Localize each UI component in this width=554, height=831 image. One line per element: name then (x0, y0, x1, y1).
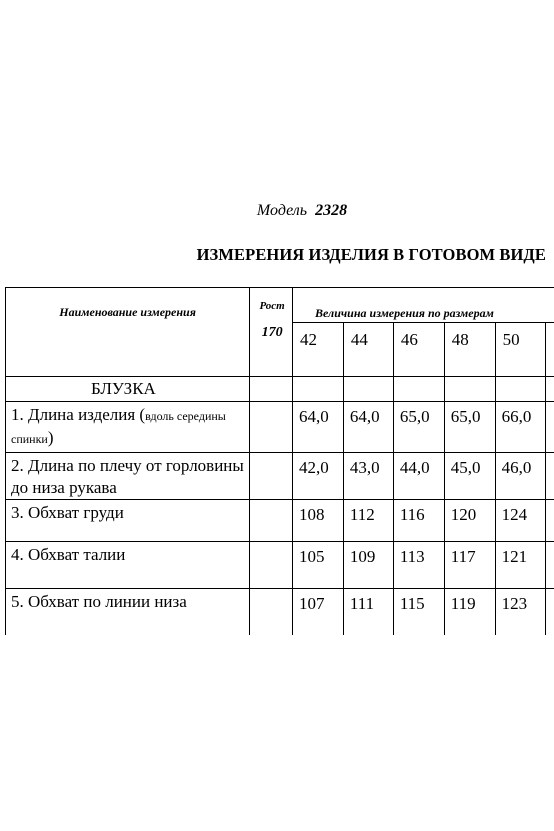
height-cell (250, 500, 293, 542)
empty-cell (444, 377, 495, 402)
height-cell (250, 453, 293, 500)
measurements-table (5, 287, 554, 635)
value-cell: 107 (293, 589, 344, 635)
value-cell: 111 (343, 589, 393, 635)
value-cell-partial (546, 589, 554, 635)
table-row (6, 453, 554, 500)
measurement-name: 3. Обхват груди (6, 500, 250, 542)
size-header: 50 (495, 323, 546, 377)
value-cell: 119 (444, 589, 495, 635)
size-range-header: Величина измерения по размерам (293, 288, 554, 323)
height-label: Рост (259, 300, 285, 312)
value-cell: 105 (293, 542, 344, 589)
value-cell: 116 (393, 500, 444, 542)
model-label: Модель (256, 202, 308, 219)
value-cell-partial (546, 542, 554, 589)
size-header: 48 (444, 323, 495, 377)
measurement-name: 2. Длина по плечу от горловины до низа рукава (6, 453, 250, 500)
table-row (6, 589, 554, 635)
section-label: БЛУЗКА (6, 377, 250, 402)
value-cell: 124 (495, 500, 546, 542)
empty-cell (495, 377, 546, 402)
header-row (6, 288, 554, 323)
empty-cell (393, 377, 444, 402)
measurement-note: вдоль середины спинки (11, 409, 226, 446)
value-cell: 120 (444, 500, 495, 542)
value-cell: 65,0 (393, 402, 444, 453)
measurement-name-header: Наименование измерения (6, 288, 250, 377)
value-cell-partial (546, 500, 554, 542)
value-cell: 64,0 (343, 402, 393, 453)
value-cell: 123 (495, 589, 546, 635)
measurement-name-text: 1. Длина изделия ( (11, 405, 146, 424)
value-cell: 108 (293, 500, 344, 542)
value-cell: 109 (343, 542, 393, 589)
measurement-name: 4. Обхват талии (6, 542, 250, 589)
table-row (6, 500, 554, 542)
table-row (6, 542, 554, 589)
table-row (6, 402, 554, 453)
measurement-name (6, 402, 250, 453)
size-header: 46 (393, 323, 444, 377)
size-header: 42 (293, 323, 344, 377)
value-cell: 45,0 (444, 453, 495, 500)
value-cell: 121 (495, 542, 546, 589)
empty-cell (546, 377, 554, 402)
value-cell: 43,0 (343, 453, 393, 500)
value-cell: 44,0 (393, 453, 444, 500)
empty-cell (250, 377, 293, 402)
value-cell: 66,0 (495, 402, 546, 453)
page-title: ИЗМЕРЕНИЯ ИЗДЕЛИЯ В ГОТОВОМ ВИДЕ (196, 245, 546, 264)
value-cell: 64,0 (293, 402, 344, 453)
height-value: 170 (261, 325, 283, 340)
height-cell (250, 542, 293, 589)
height-header (250, 288, 293, 377)
empty-cell (343, 377, 393, 402)
value-cell-partial (546, 402, 554, 453)
measurement-name-close: ) (47, 428, 54, 447)
empty-cell (293, 377, 344, 402)
section-row (6, 377, 554, 402)
value-cell-partial (546, 453, 554, 500)
value-cell: 112 (343, 500, 393, 542)
height-cell (250, 402, 293, 453)
measurement-name: 5. Обхват по линии низа (6, 589, 250, 635)
size-header: 44 (343, 323, 393, 377)
model-line (0, 202, 554, 220)
value-cell: 42,0 (293, 453, 344, 500)
value-cell: 65,0 (444, 402, 495, 453)
value-cell: 117 (444, 542, 495, 589)
height-cell (250, 589, 293, 635)
size-header-partial (546, 323, 554, 377)
model-number: 2328 (315, 202, 348, 219)
value-cell: 113 (393, 542, 444, 589)
value-cell: 46,0 (495, 453, 546, 500)
value-cell: 115 (393, 589, 444, 635)
